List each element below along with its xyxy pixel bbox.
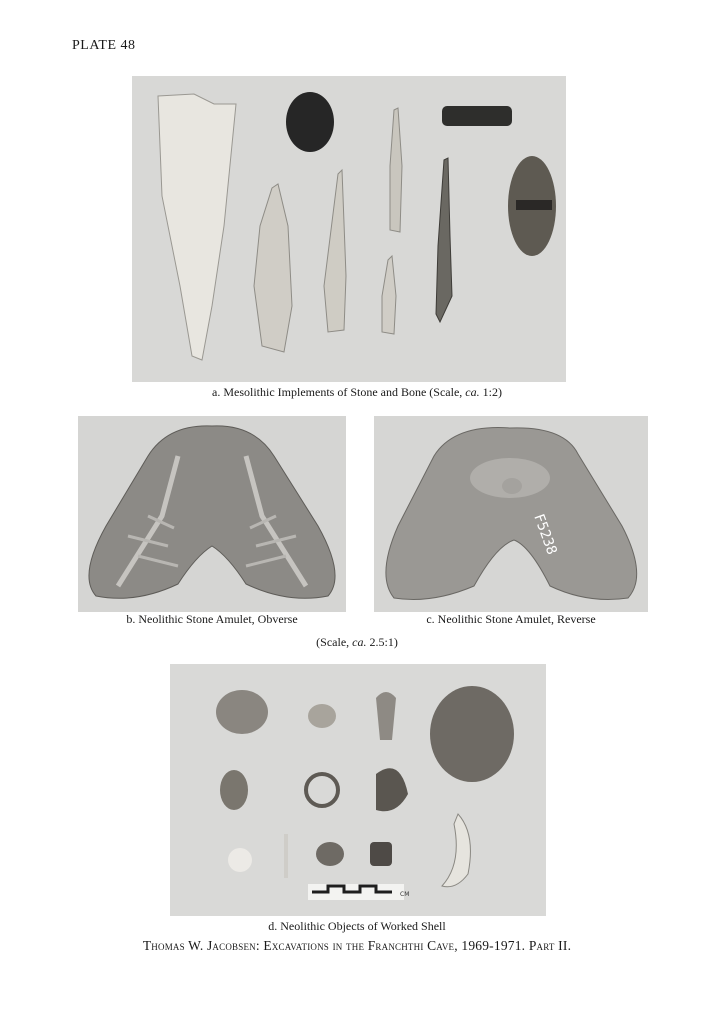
figure-c-photo — [374, 416, 648, 612]
amulet-obverse-image — [78, 416, 346, 612]
inscription-text: F5238 — [530, 511, 560, 557]
figure-c-caption: c. Neolithic Stone Amulet, Reverse — [426, 612, 596, 626]
shared-scale-caption — [0, 635, 714, 650]
scale-bar-label: CM — [400, 891, 410, 898]
figure-a-caption-scale: 1:2) — [479, 385, 502, 399]
running-footer: Thomas W. Jacobsen: Excavations in the Franchthi Cave, 1969-1971. Part II. — [142, 938, 572, 953]
figure-d-caption: d. Neolithic Objects of Worked Shell — [268, 919, 446, 933]
amulet-reverse-image — [374, 416, 648, 612]
figure-a-caption — [0, 385, 714, 400]
shared-scale-ratio: 2.5:1) — [366, 635, 398, 649]
mesolithic-implements-image — [132, 76, 566, 382]
plate-label: PLATE 48 — [72, 38, 136, 53]
figure-a-caption-em: ca. — [465, 385, 480, 399]
figure-a-caption-text: a. Mesolithic Implements of Stone and Bone (Scale, — [212, 385, 466, 399]
figure-b-caption: b. Neolithic Stone Amulet, Obverse — [126, 612, 298, 626]
figure-a-photo — [132, 76, 566, 382]
figure-b-photo — [78, 416, 346, 612]
worked-shell-image — [170, 664, 546, 916]
figure-d-photo — [170, 664, 546, 916]
shared-scale-em: ca. — [352, 635, 367, 649]
shared-scale-text: (Scale, — [316, 635, 353, 649]
